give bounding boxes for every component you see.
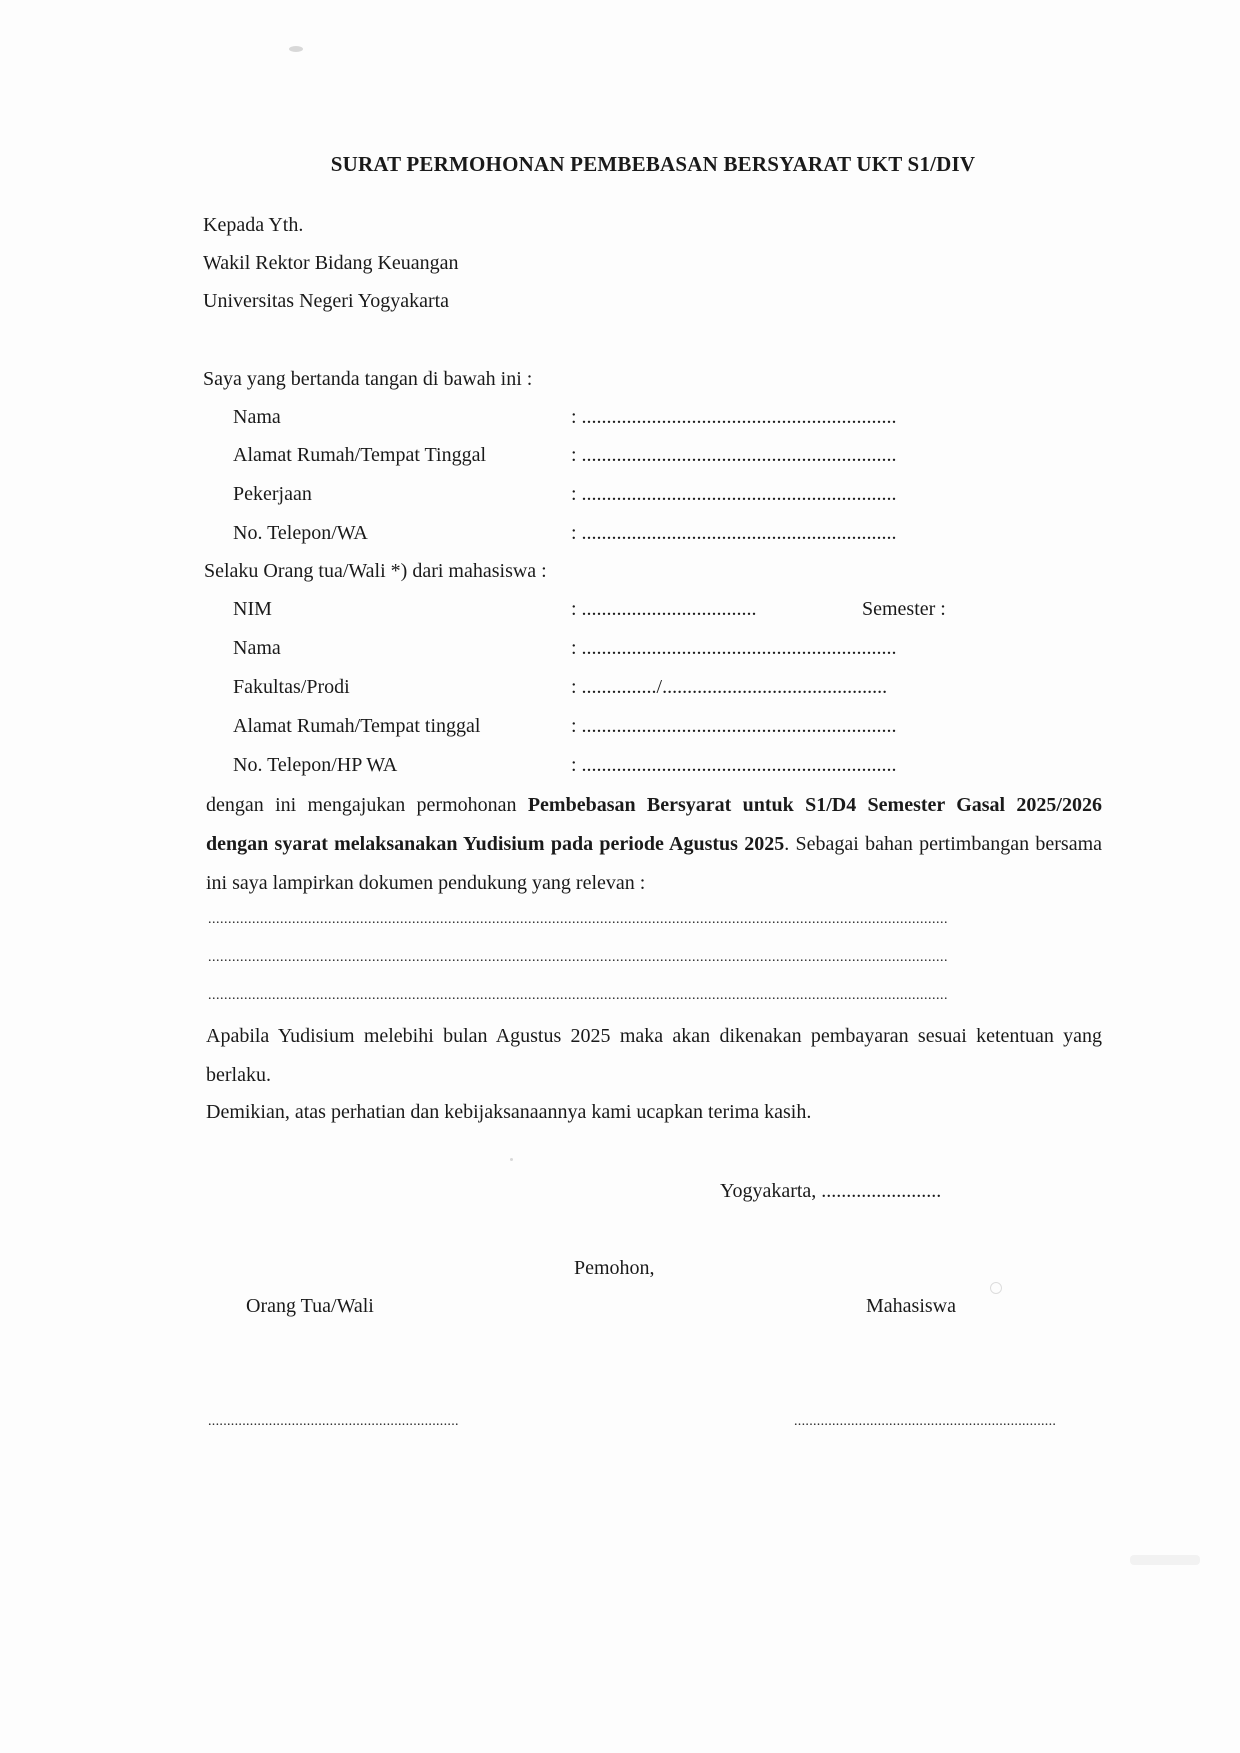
semester-label: Semester : — [862, 598, 946, 620]
request-text-start: dengan ini mengajukan permohonan — [206, 794, 528, 816]
attachment-line-1[interactable]: ......................................................................................................................................................................................... — [208, 912, 948, 927]
parent-phone-field[interactable]: : ............................................................... — [571, 522, 897, 544]
parent-name-label: Nama — [233, 406, 281, 428]
faculty-program-field[interactable]: : .............../............................................. — [571, 676, 888, 698]
parent-phone-label: No. Telepon/WA — [233, 522, 368, 544]
scan-speck — [1130, 1555, 1200, 1565]
student-phone-label: No. Telepon/HP WA — [233, 754, 398, 776]
parent-occupation-label: Pekerjaan — [233, 483, 312, 505]
nim-field[interactable]: : ................................... — [571, 598, 757, 620]
student-address-label: Alamat Rumah/Tempat tinggal — [233, 715, 481, 737]
scan-speck — [510, 1158, 513, 1161]
faculty-program-label: Fakultas/Prodi — [233, 676, 350, 698]
student-address-field[interactable]: : ............................................................... — [571, 715, 897, 737]
request-text-end: . Sebagai bahan pertimbangan bersama ini saya lampirkan dokumen pendukung yang relevan : — [206, 833, 1103, 894]
intro-text: Saya yang bertanda tangan di bawah ini : — [203, 368, 533, 390]
parent-signature-label: Orang Tua/Wali — [246, 1295, 374, 1317]
parent-signature-line[interactable]: .................................................................. — [208, 1414, 459, 1429]
request-text-bold: Pembebasan Bersyarat untuk S1/D4 Semester Gasal 2025/2026 dengan syarat melaksanakan Yudisium pada periode Agustus 2025 — [206, 794, 1102, 855]
student-name-field[interactable]: : ............................................................... — [571, 637, 897, 659]
student-signature-line[interactable]: ..................................................................... — [794, 1414, 1057, 1429]
student-name-label: Nama — [233, 637, 281, 659]
parent-occupation-field[interactable]: : ............................................................... — [571, 483, 897, 505]
student-signature-label: Mahasiswa — [866, 1295, 956, 1317]
applicant-heading: Pemohon, — [574, 1257, 655, 1279]
letter-title: SURAT PERMOHONAN PEMBEBASAN BERSYARAT UKT S1/DIV — [330, 152, 976, 176]
closing-text: Demikian, atas perhatian dan kebijaksanaannya kami ucapkan terima kasih. — [206, 1101, 812, 1123]
place-date: Yogyakarta, ........................ — [720, 1180, 942, 1202]
addressee-line-2: Wakil Rektor Bidang Keuangan — [203, 252, 459, 274]
condition-paragraph: Apabila Yudisium melebihi bulan Agustus 2025 maka akan dikenakan pembayaran sesuai ketentuan yang berlaku. — [206, 1025, 1102, 1086]
request-paragraph — [206, 786, 1102, 903]
student-intro-text: Selaku Orang tua/Wali *) dari mahasiswa : — [204, 560, 547, 582]
attachment-line-3[interactable]: ......................................................................................................................................................................................... — [208, 988, 948, 1003]
addressee-line-1: Kepada Yth. — [203, 214, 304, 236]
parent-name-field[interactable]: : ............................................................... — [571, 406, 897, 428]
parent-address-label: Alamat Rumah/Tempat Tinggal — [233, 444, 487, 466]
nim-label: NIM — [233, 598, 272, 620]
scan-speck — [289, 46, 303, 52]
student-phone-field[interactable]: : ............................................................... — [571, 754, 897, 776]
scan-speck — [990, 1282, 1002, 1294]
addressee-line-3: Universitas Negeri Yogyakarta — [203, 290, 450, 312]
parent-address-field[interactable]: : ............................................................... — [571, 444, 897, 466]
attachment-line-2[interactable]: ......................................................................................................................................................................................... — [208, 950, 948, 965]
